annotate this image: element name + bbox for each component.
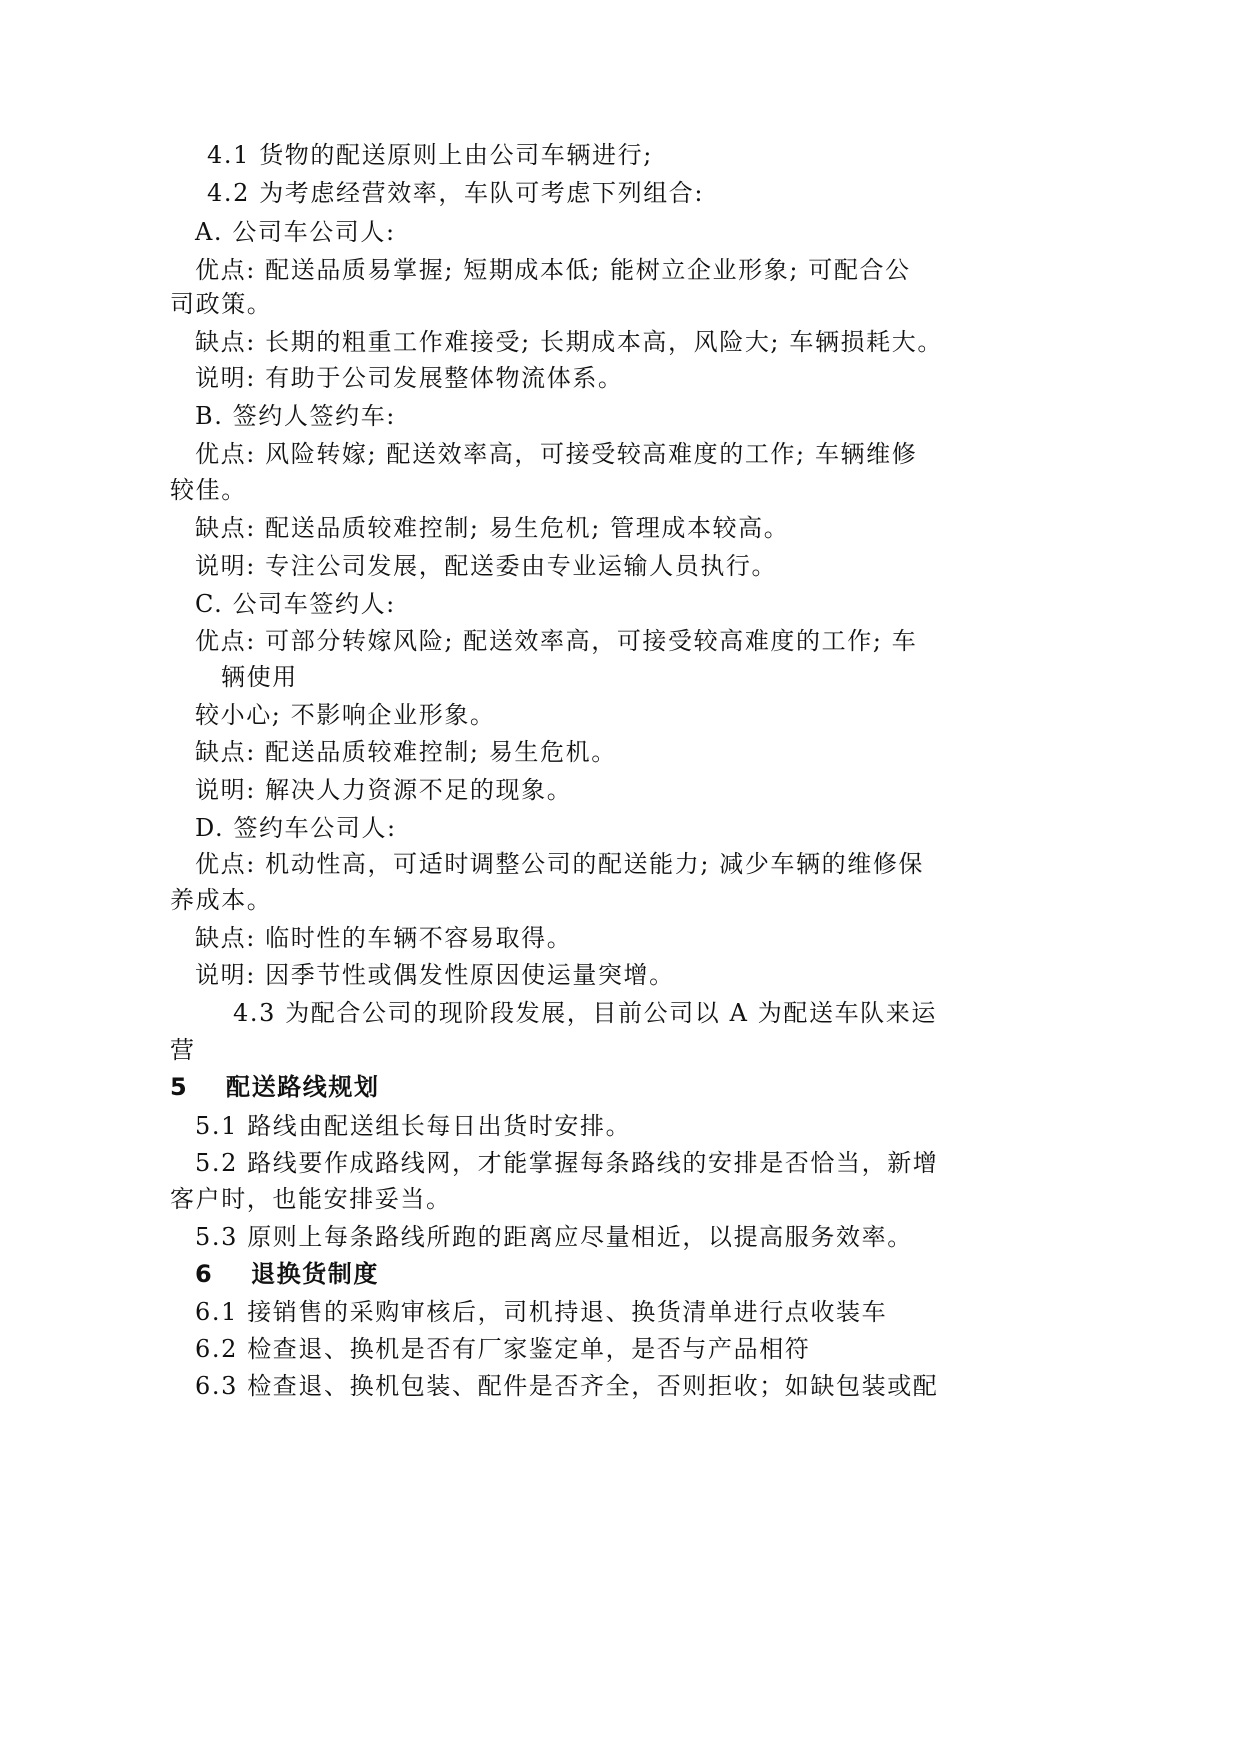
option-b-title: B. 签约人签约车: [195,402,396,430]
paragraph-4-1: 4.1 货物的配送原则上由公司车辆进行; [207,141,653,169]
option-d-title: D. 签约车公司人: [195,814,397,842]
option-a-pros: 优点: 配送品质易掌握; 短期成本低; 能树立企业形象; 可配合公 [195,256,911,284]
option-a-note: 说明: 有助于公司发展整体物流体系。 [195,364,624,392]
paragraph-4-3: 4.3 为配合公司的现阶段发展，目前公司以 A 为配送车队来运 [233,999,937,1027]
paragraph-4-2: 4.2 为考虑经营效率，车队可考虑下列组合: [207,179,705,207]
section-number: 5 [170,1073,189,1101]
option-a-pros-cont: 司政策。 [170,290,273,318]
section-heading-5 [170,1072,380,1102]
paragraph-5-1: 5.1 路线由配送组长每日出货时安排。 [195,1112,632,1140]
paragraph-5-2: 5.2 路线要作成路线网，才能掌握每条路线的安排是否恰当，新增 [195,1149,939,1177]
option-c-pros-cont: 辆使用 [221,663,298,691]
section-title: 退换货制度 [251,1260,379,1288]
option-a-title: A. 公司车公司人: [195,218,396,246]
option-c-title: C. 公司车签约人: [195,590,396,618]
option-b-cons: 缺点: 配送品质较难控制; 易生危机; 管理成本较高。 [195,514,790,542]
option-c-note: 说明: 解决人力资源不足的现象。 [195,776,573,804]
option-c-pros-cont2: 较小心; 不影响企业形象。 [195,701,496,729]
section-number: 6 [195,1260,214,1288]
option-c-cons: 缺点: 配送品质较难控制; 易生危机。 [195,738,617,766]
section-title: 配送路线规划 [226,1073,380,1101]
section-heading-6 [195,1259,379,1289]
paragraph-5-2-cont: 客户时，也能安排妥当。 [170,1185,452,1213]
option-d-cons: 缺点: 临时性的车辆不容易取得。 [195,924,573,952]
paragraph-5-3: 5.3 原则上每条路线所跑的距离应尽量相近，以提高服务效率。 [195,1223,913,1251]
paragraph-6-3: 6.3 检查退、换机包装、配件是否齐全，否则拒收；如缺包装或配 [195,1372,939,1400]
paragraph-6-2: 6.2 检查退、换机是否有厂家鉴定单，是否与产品相符 [195,1335,811,1363]
option-c-pros: 优点: 可部分转嫁风险; 配送效率高，可接受较高难度的工作; 车 [195,627,918,655]
option-b-pros-cont: 较佳。 [170,476,247,504]
paragraph-6-1: 6.1 接销售的采购审核后，司机持退、换货清单进行点收装车 [195,1298,888,1326]
paragraph-4-3-cont: 营 [170,1036,196,1064]
option-d-note: 说明: 因季节性或偶发性原因使运量突增。 [195,961,675,989]
option-b-note: 说明: 专注公司发展，配送委由专业运输人员执行。 [195,552,778,580]
option-a-cons: 缺点: 长期的粗重工作难接受; 长期成本高，风险大; 车辆损耗大。 [195,328,943,356]
option-b-pros: 优点: 风险转嫁; 配送效率高，可接受较高难度的工作; 车辆维修 [195,440,918,468]
option-d-pros: 优点: 机动性高，可适时调整公司的配送能力; 减少车辆的维修保 [195,850,925,878]
option-d-pros-cont: 养成本。 [170,886,273,914]
